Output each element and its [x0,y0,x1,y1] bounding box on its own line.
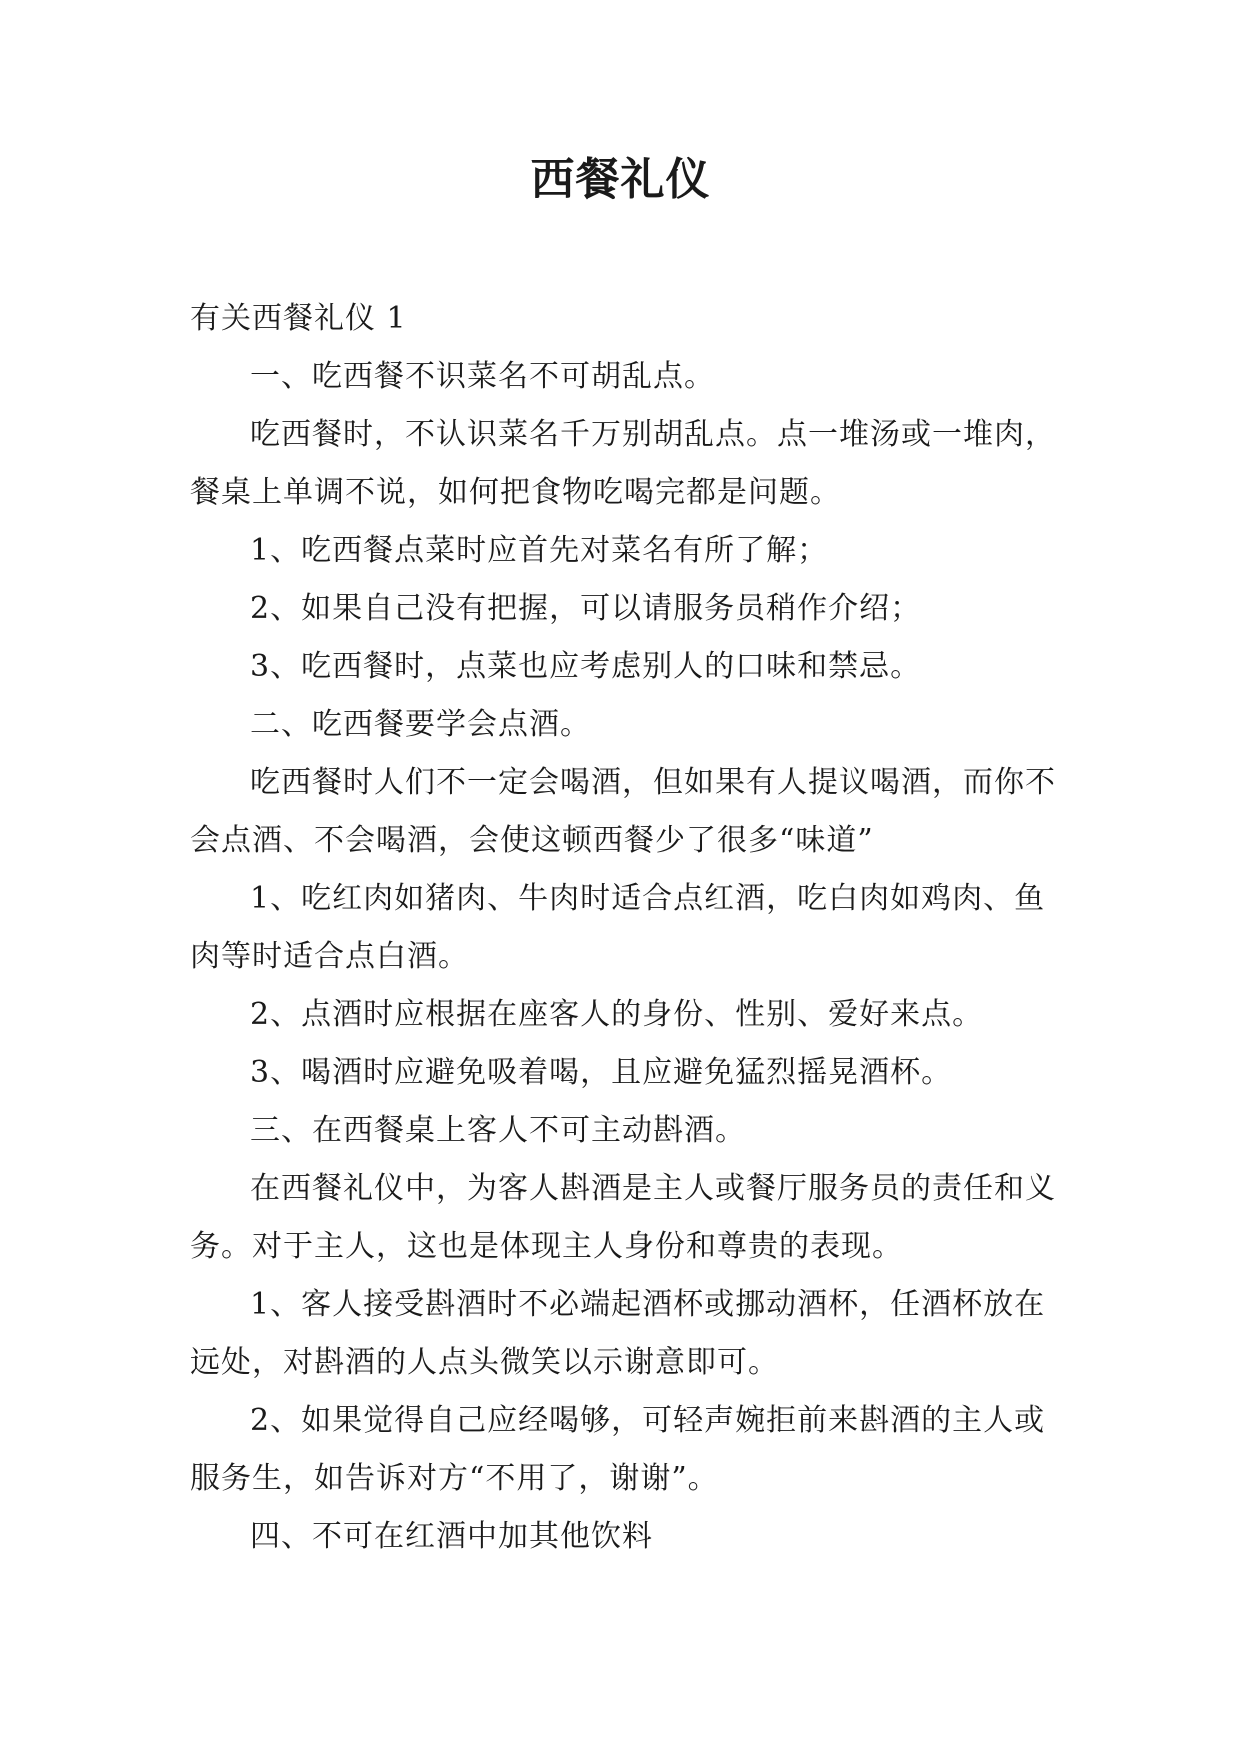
paragraph: 1、吃红肉如猪肉、牛肉时适合点红酒，吃白肉如鸡肉、鱼肉等时适合点白酒。 [190,881,1046,974]
paragraph: 二、吃西餐要学会点酒。 [250,707,591,742]
paragraph: 四、不可在红酒中加其他饮料 [250,1519,653,1554]
paragraph: 1、吃西餐点菜时应首先对菜名有所了解； [250,533,829,568]
paragraph: 吃西餐时人们不一定会喝酒，但如果有人提议喝酒，而你不会点酒、不会喝酒，会使这顿西餐少了很多“味道” [190,765,1056,858]
paragraph: 在西餐礼仪中，为客人斟酒是主人或餐厅服务员的责任和义务。对于主人，这也是体现主人身份和尊贵的表现。 [190,1171,1056,1264]
paragraph: 三、在西餐桌上客人不可主动斟酒。 [250,1113,746,1148]
paragraph: 吃西餐时，不认识菜名千万别胡乱点。点一堆汤或一堆肉，餐桌上单调不说，如何把食物吃喝完都是问题。 [190,417,1056,510]
paragraph: 一、吃西餐不识菜名不可胡乱点。 [250,359,715,394]
paragraph: 2、如果觉得自己应经喝够，可轻声婉拒前来斟酒的主人或服务生，如告诉对方“不用了，谢谢”。 [190,1403,1046,1496]
document-body [190,290,1060,1566]
paragraph: 2、点酒时应根据在座客人的身份、性别、爱好来点。 [250,997,984,1032]
paragraph: 1、客人接受斟酒时不必端起酒杯或挪动酒杯，任酒杯放在远处，对斟酒的人点头微笑以示谢意即可。 [190,1287,1046,1380]
document-title: 西餐礼仪 [530,154,711,205]
paragraph: 3、吃西餐时，点菜也应考虑别人的口味和禁忌。 [250,649,922,684]
paragraph: 3、喝酒时应避免吸着喝，且应避免猛烈摇晃酒杯。 [250,1055,953,1090]
paragraph: 2、如果自己没有把握，可以请服务员稍作介绍； [250,591,922,626]
section-heading: 有关西餐礼仪 1 [190,301,407,336]
